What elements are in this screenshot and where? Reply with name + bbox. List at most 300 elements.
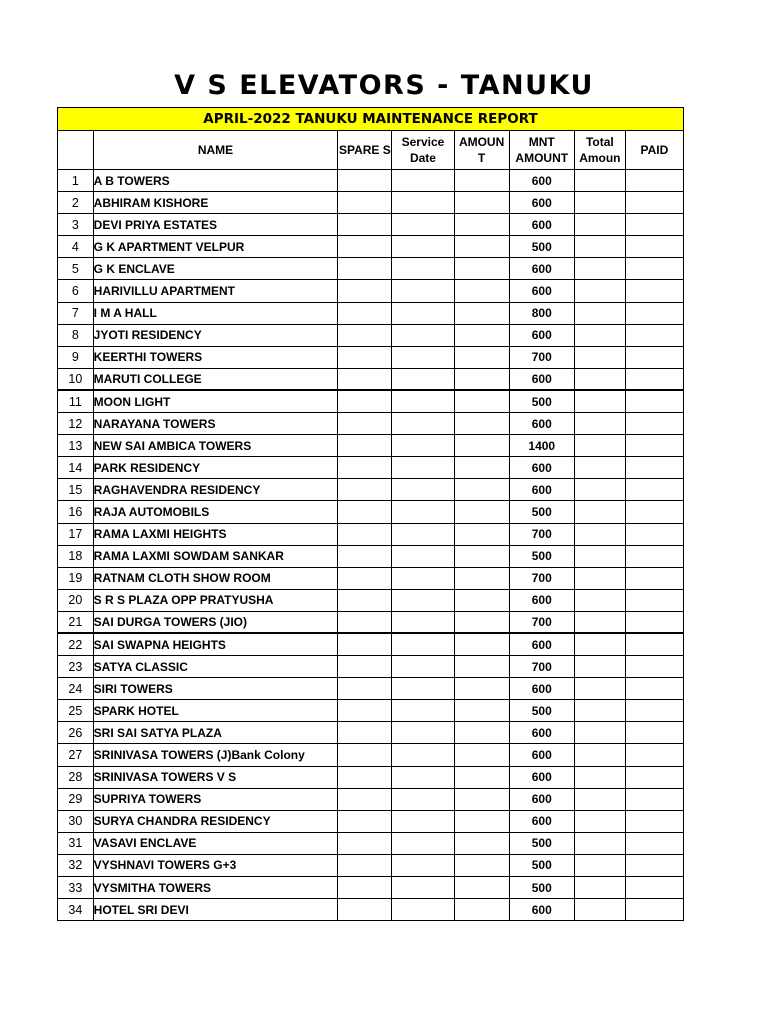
row-paid bbox=[625, 766, 683, 788]
row-number: 20 bbox=[58, 589, 94, 611]
row-mnt-amount: 500 bbox=[509, 236, 574, 258]
table-row bbox=[58, 523, 684, 545]
row-name: NARAYANA TOWERS bbox=[93, 413, 338, 435]
row-service-date bbox=[392, 302, 454, 324]
row-mnt-amount: 600 bbox=[509, 280, 574, 302]
row-amount bbox=[454, 214, 509, 236]
row-amount bbox=[454, 346, 509, 368]
row-service-date bbox=[392, 854, 454, 876]
row-name: HARIVILLU APARTMENT bbox=[93, 280, 338, 302]
row-amount bbox=[454, 611, 509, 633]
row-spares bbox=[338, 390, 392, 412]
row-name: G K APARTMENT VELPUR bbox=[93, 236, 338, 258]
row-paid bbox=[625, 390, 683, 412]
row-name: RATNAM CLOTH SHOW ROOM bbox=[93, 567, 338, 589]
row-amount bbox=[454, 700, 509, 722]
row-spares bbox=[338, 633, 392, 655]
row-total-amount bbox=[574, 457, 625, 479]
row-service-date bbox=[392, 766, 454, 788]
row-service-date bbox=[392, 236, 454, 258]
row-paid bbox=[625, 722, 683, 744]
row-total-amount bbox=[574, 501, 625, 523]
row-paid bbox=[625, 302, 683, 324]
row-amount bbox=[454, 236, 509, 258]
row-name: HOTEL SRI DEVI bbox=[93, 899, 338, 921]
table-body bbox=[58, 170, 684, 921]
row-paid bbox=[625, 854, 683, 876]
row-name: RAGHAVENDRA RESIDENCY bbox=[93, 479, 338, 501]
row-number: 14 bbox=[58, 457, 94, 479]
row-total-amount bbox=[574, 214, 625, 236]
table-row bbox=[58, 877, 684, 899]
table-row bbox=[58, 390, 684, 412]
row-mnt-amount: 500 bbox=[509, 700, 574, 722]
row-spares bbox=[338, 854, 392, 876]
table-row bbox=[58, 678, 684, 700]
header-name: NAME bbox=[93, 131, 338, 170]
row-name: SRI SAI SATYA PLAZA bbox=[93, 722, 338, 744]
row-mnt-amount: 700 bbox=[509, 346, 574, 368]
row-spares bbox=[338, 324, 392, 346]
row-number: 17 bbox=[58, 523, 94, 545]
row-paid bbox=[625, 633, 683, 655]
row-number: 33 bbox=[58, 877, 94, 899]
row-service-date bbox=[392, 258, 454, 280]
row-number: 26 bbox=[58, 722, 94, 744]
row-mnt-amount: 600 bbox=[509, 633, 574, 655]
row-paid bbox=[625, 700, 683, 722]
table-row bbox=[58, 656, 684, 678]
table-row bbox=[58, 435, 684, 457]
row-amount bbox=[454, 788, 509, 810]
row-spares bbox=[338, 236, 392, 258]
row-paid bbox=[625, 346, 683, 368]
row-total-amount bbox=[574, 170, 625, 192]
row-amount bbox=[454, 744, 509, 766]
row-name: A B TOWERS bbox=[93, 170, 338, 192]
row-service-date bbox=[392, 611, 454, 633]
row-amount bbox=[454, 589, 509, 611]
row-amount bbox=[454, 324, 509, 346]
row-amount bbox=[454, 656, 509, 678]
table-row bbox=[58, 854, 684, 876]
row-spares bbox=[338, 457, 392, 479]
row-paid bbox=[625, 368, 683, 390]
row-mnt-amount: 600 bbox=[509, 214, 574, 236]
row-spares bbox=[338, 192, 392, 214]
row-service-date bbox=[392, 744, 454, 766]
report-title-banner: APRIL-2022 TANUKU MAINTENANCE REPORT bbox=[58, 108, 684, 131]
row-number: 7 bbox=[58, 302, 94, 324]
table-row bbox=[58, 501, 684, 523]
row-mnt-amount: 800 bbox=[509, 302, 574, 324]
table-row bbox=[58, 413, 684, 435]
row-total-amount bbox=[574, 766, 625, 788]
row-total-amount bbox=[574, 589, 625, 611]
row-name: SPARK HOTEL bbox=[93, 700, 338, 722]
row-service-date bbox=[392, 214, 454, 236]
table-row bbox=[58, 700, 684, 722]
row-paid bbox=[625, 192, 683, 214]
row-spares bbox=[338, 413, 392, 435]
row-number: 10 bbox=[58, 368, 94, 390]
row-paid bbox=[625, 170, 683, 192]
table-row bbox=[58, 788, 684, 810]
row-mnt-amount: 600 bbox=[509, 766, 574, 788]
row-name: SURYA CHANDRA RESIDENCY bbox=[93, 810, 338, 832]
row-number: 1 bbox=[58, 170, 94, 192]
header-mnt-amount: MNT AMOUNT bbox=[509, 131, 574, 170]
row-amount bbox=[454, 810, 509, 832]
table-row bbox=[58, 214, 684, 236]
row-total-amount bbox=[574, 435, 625, 457]
table-row bbox=[58, 346, 684, 368]
row-spares bbox=[338, 611, 392, 633]
row-spares bbox=[338, 788, 392, 810]
row-name: JYOTI RESIDENCY bbox=[93, 324, 338, 346]
table-row bbox=[58, 236, 684, 258]
row-name: NEW SAI AMBICA TOWERS bbox=[93, 435, 338, 457]
row-paid bbox=[625, 501, 683, 523]
row-mnt-amount: 600 bbox=[509, 170, 574, 192]
row-service-date bbox=[392, 390, 454, 412]
row-service-date bbox=[392, 589, 454, 611]
row-spares bbox=[338, 170, 392, 192]
row-spares bbox=[338, 302, 392, 324]
table-row bbox=[58, 192, 684, 214]
row-amount bbox=[454, 899, 509, 921]
table-row bbox=[58, 479, 684, 501]
row-amount bbox=[454, 501, 509, 523]
row-number: 22 bbox=[58, 633, 94, 655]
row-name: G K ENCLAVE bbox=[93, 258, 338, 280]
row-total-amount bbox=[574, 854, 625, 876]
row-amount bbox=[454, 479, 509, 501]
row-name: SUPRIYA TOWERS bbox=[93, 788, 338, 810]
row-name: SRINIVASA TOWERS V S bbox=[93, 766, 338, 788]
row-amount bbox=[454, 258, 509, 280]
row-name: KEERTHI TOWERS bbox=[93, 346, 338, 368]
row-spares bbox=[338, 258, 392, 280]
row-total-amount bbox=[574, 832, 625, 854]
row-name: RAJA AUTOMOBILS bbox=[93, 501, 338, 523]
row-number: 13 bbox=[58, 435, 94, 457]
row-paid bbox=[625, 567, 683, 589]
table-row bbox=[58, 611, 684, 633]
row-paid bbox=[625, 457, 683, 479]
table-row bbox=[58, 810, 684, 832]
row-paid bbox=[625, 214, 683, 236]
row-mnt-amount: 600 bbox=[509, 479, 574, 501]
row-spares bbox=[338, 744, 392, 766]
row-name: MARUTI COLLEGE bbox=[93, 368, 338, 390]
row-name: VASAVI ENCLAVE bbox=[93, 832, 338, 854]
row-spares bbox=[338, 214, 392, 236]
row-service-date bbox=[392, 810, 454, 832]
row-name: SIRI TOWERS bbox=[93, 678, 338, 700]
row-spares bbox=[338, 722, 392, 744]
maintenance-report-table bbox=[57, 107, 684, 921]
row-mnt-amount: 700 bbox=[509, 656, 574, 678]
row-name: RAMA LAXMI SOWDAM SANKAR bbox=[93, 545, 338, 567]
row-spares bbox=[338, 346, 392, 368]
row-number: 21 bbox=[58, 611, 94, 633]
table-row bbox=[58, 545, 684, 567]
row-name: SRINIVASA TOWERS (J)Bank Colony bbox=[93, 744, 338, 766]
row-spares bbox=[338, 589, 392, 611]
row-service-date bbox=[392, 567, 454, 589]
row-spares bbox=[338, 523, 392, 545]
table-row bbox=[58, 589, 684, 611]
row-mnt-amount: 600 bbox=[509, 192, 574, 214]
row-total-amount bbox=[574, 656, 625, 678]
row-number: 16 bbox=[58, 501, 94, 523]
row-number: 27 bbox=[58, 744, 94, 766]
row-amount bbox=[454, 302, 509, 324]
header-total-amount: Total Amoun bbox=[574, 131, 625, 170]
row-spares bbox=[338, 832, 392, 854]
row-name: SAI DURGA TOWERS (JIO) bbox=[93, 611, 338, 633]
row-service-date bbox=[392, 678, 454, 700]
row-mnt-amount: 600 bbox=[509, 324, 574, 346]
row-paid bbox=[625, 877, 683, 899]
row-spares bbox=[338, 656, 392, 678]
row-paid bbox=[625, 656, 683, 678]
row-total-amount bbox=[574, 722, 625, 744]
row-total-amount bbox=[574, 346, 625, 368]
row-service-date bbox=[392, 523, 454, 545]
row-service-date bbox=[392, 899, 454, 921]
table-row bbox=[58, 633, 684, 655]
row-service-date bbox=[392, 877, 454, 899]
row-mnt-amount: 600 bbox=[509, 722, 574, 744]
row-paid bbox=[625, 523, 683, 545]
row-name: S R S PLAZA OPP PRATYUSHA bbox=[93, 589, 338, 611]
table-row bbox=[58, 457, 684, 479]
row-total-amount bbox=[574, 700, 625, 722]
row-number: 3 bbox=[58, 214, 94, 236]
row-service-date bbox=[392, 656, 454, 678]
row-amount bbox=[454, 390, 509, 412]
row-name: PARK RESIDENCY bbox=[93, 457, 338, 479]
row-total-amount bbox=[574, 899, 625, 921]
row-paid bbox=[625, 832, 683, 854]
row-mnt-amount: 600 bbox=[509, 899, 574, 921]
table-row bbox=[58, 567, 684, 589]
row-number: 11 bbox=[58, 390, 94, 412]
row-name: SAI SWAPNA HEIGHTS bbox=[93, 633, 338, 655]
row-paid bbox=[625, 810, 683, 832]
row-service-date bbox=[392, 435, 454, 457]
table-row bbox=[58, 766, 684, 788]
row-mnt-amount: 600 bbox=[509, 589, 574, 611]
row-number: 4 bbox=[58, 236, 94, 258]
row-number: 2 bbox=[58, 192, 94, 214]
row-total-amount bbox=[574, 236, 625, 258]
header-spares: SPARE S bbox=[338, 131, 392, 170]
row-total-amount bbox=[574, 744, 625, 766]
table-row bbox=[58, 324, 684, 346]
row-name: I M A HALL bbox=[93, 302, 338, 324]
row-spares bbox=[338, 899, 392, 921]
row-amount bbox=[454, 766, 509, 788]
header-paid: PAID bbox=[625, 131, 683, 170]
row-paid bbox=[625, 744, 683, 766]
row-spares bbox=[338, 280, 392, 302]
row-name: MOON LIGHT bbox=[93, 390, 338, 412]
row-mnt-amount: 600 bbox=[509, 413, 574, 435]
row-spares bbox=[338, 810, 392, 832]
row-mnt-amount: 700 bbox=[509, 523, 574, 545]
row-number: 6 bbox=[58, 280, 94, 302]
row-total-amount bbox=[574, 280, 625, 302]
row-name: ABHIRAM KISHORE bbox=[93, 192, 338, 214]
row-service-date bbox=[392, 722, 454, 744]
row-mnt-amount: 600 bbox=[509, 810, 574, 832]
row-amount bbox=[454, 854, 509, 876]
row-amount bbox=[454, 678, 509, 700]
row-total-amount bbox=[574, 611, 625, 633]
row-service-date bbox=[392, 192, 454, 214]
table-row bbox=[58, 744, 684, 766]
row-total-amount bbox=[574, 302, 625, 324]
row-name: DEVI PRIYA ESTATES bbox=[93, 214, 338, 236]
row-service-date bbox=[392, 501, 454, 523]
row-paid bbox=[625, 788, 683, 810]
row-spares bbox=[338, 479, 392, 501]
table-row bbox=[58, 302, 684, 324]
row-number: 25 bbox=[58, 700, 94, 722]
row-amount bbox=[454, 170, 509, 192]
row-amount bbox=[454, 368, 509, 390]
row-total-amount bbox=[574, 810, 625, 832]
row-mnt-amount: 500 bbox=[509, 501, 574, 523]
row-total-amount bbox=[574, 324, 625, 346]
header-amount: AMOUN T bbox=[454, 131, 509, 170]
row-total-amount bbox=[574, 258, 625, 280]
row-service-date bbox=[392, 479, 454, 501]
row-total-amount bbox=[574, 192, 625, 214]
row-total-amount bbox=[574, 523, 625, 545]
row-number: 12 bbox=[58, 413, 94, 435]
row-number: 30 bbox=[58, 810, 94, 832]
row-number: 23 bbox=[58, 656, 94, 678]
row-number: 5 bbox=[58, 258, 94, 280]
row-spares bbox=[338, 501, 392, 523]
row-spares bbox=[338, 678, 392, 700]
row-spares bbox=[338, 545, 392, 567]
row-paid bbox=[625, 589, 683, 611]
row-paid bbox=[625, 236, 683, 258]
row-paid bbox=[625, 413, 683, 435]
table-row bbox=[58, 832, 684, 854]
row-amount bbox=[454, 633, 509, 655]
row-mnt-amount: 500 bbox=[509, 390, 574, 412]
row-amount bbox=[454, 457, 509, 479]
row-amount bbox=[454, 567, 509, 589]
row-number: 29 bbox=[58, 788, 94, 810]
row-total-amount bbox=[574, 545, 625, 567]
row-amount bbox=[454, 523, 509, 545]
row-service-date bbox=[392, 700, 454, 722]
row-total-amount bbox=[574, 413, 625, 435]
row-number: 28 bbox=[58, 766, 94, 788]
table-row bbox=[58, 899, 684, 921]
row-service-date bbox=[392, 832, 454, 854]
row-mnt-amount: 600 bbox=[509, 678, 574, 700]
row-service-date bbox=[392, 457, 454, 479]
row-service-date bbox=[392, 170, 454, 192]
row-number: 24 bbox=[58, 678, 94, 700]
table-row bbox=[58, 280, 684, 302]
row-service-date bbox=[392, 346, 454, 368]
row-paid bbox=[625, 324, 683, 346]
row-total-amount bbox=[574, 479, 625, 501]
row-total-amount bbox=[574, 368, 625, 390]
header-service-date: Service Date bbox=[392, 131, 454, 170]
row-amount bbox=[454, 877, 509, 899]
row-mnt-amount: 600 bbox=[509, 788, 574, 810]
row-spares bbox=[338, 700, 392, 722]
row-amount bbox=[454, 545, 509, 567]
row-amount bbox=[454, 280, 509, 302]
row-mnt-amount: 700 bbox=[509, 611, 574, 633]
row-service-date bbox=[392, 788, 454, 810]
table-row bbox=[58, 368, 684, 390]
table-row bbox=[58, 722, 684, 744]
row-paid bbox=[625, 611, 683, 633]
row-amount bbox=[454, 192, 509, 214]
row-total-amount bbox=[574, 877, 625, 899]
row-number: 9 bbox=[58, 346, 94, 368]
row-mnt-amount: 500 bbox=[509, 545, 574, 567]
row-amount bbox=[454, 722, 509, 744]
row-paid bbox=[625, 678, 683, 700]
row-service-date bbox=[392, 633, 454, 655]
table-row bbox=[58, 170, 684, 192]
row-service-date bbox=[392, 280, 454, 302]
row-spares bbox=[338, 567, 392, 589]
row-spares bbox=[338, 877, 392, 899]
row-number: 8 bbox=[58, 324, 94, 346]
row-name: RAMA LAXMI HEIGHTS bbox=[93, 523, 338, 545]
row-service-date bbox=[392, 413, 454, 435]
row-spares bbox=[338, 435, 392, 457]
row-service-date bbox=[392, 545, 454, 567]
row-mnt-amount: 600 bbox=[509, 258, 574, 280]
row-number: 32 bbox=[58, 854, 94, 876]
row-number: 15 bbox=[58, 479, 94, 501]
row-name: VYSHNAVI TOWERS G+3 bbox=[93, 854, 338, 876]
row-mnt-amount: 500 bbox=[509, 854, 574, 876]
row-total-amount bbox=[574, 567, 625, 589]
row-name: VYSMITHA TOWERS bbox=[93, 877, 338, 899]
header-sno bbox=[58, 131, 94, 170]
row-number: 31 bbox=[58, 832, 94, 854]
row-amount bbox=[454, 413, 509, 435]
row-paid bbox=[625, 435, 683, 457]
row-mnt-amount: 700 bbox=[509, 567, 574, 589]
row-mnt-amount: 500 bbox=[509, 877, 574, 899]
row-paid bbox=[625, 258, 683, 280]
row-mnt-amount: 600 bbox=[509, 744, 574, 766]
row-number: 18 bbox=[58, 545, 94, 567]
page-title: V S ELEVATORS - TANUKU bbox=[174, 70, 594, 101]
row-service-date bbox=[392, 368, 454, 390]
table-row bbox=[58, 258, 684, 280]
row-total-amount bbox=[574, 390, 625, 412]
row-spares bbox=[338, 766, 392, 788]
